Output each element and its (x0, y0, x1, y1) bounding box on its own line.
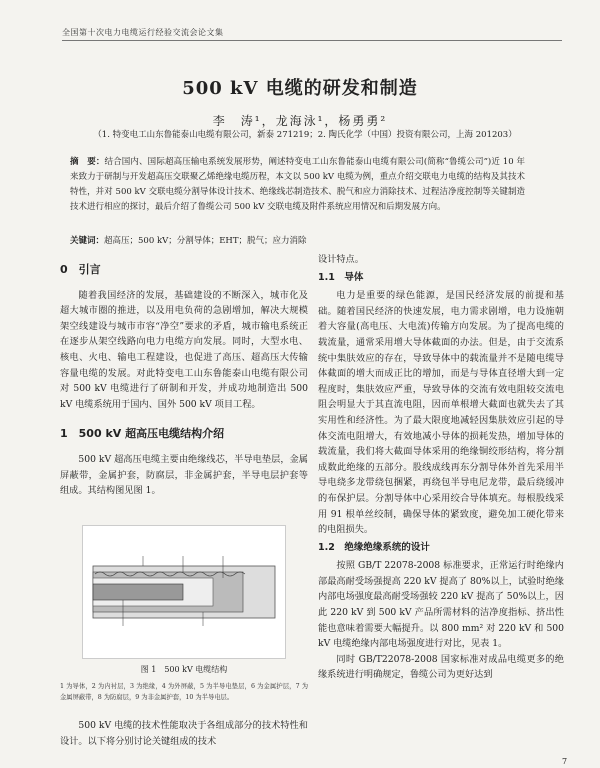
keywords-text: 超高压；500 kV；分割导体；EHT；脱气；应力消除 (104, 236, 307, 246)
keywords-block (70, 234, 525, 246)
section-1-heading: 1 500 kV 超高压电缆结构介绍 (60, 427, 225, 441)
conductor-core (93, 584, 183, 600)
section-0-paragraph: 随着我国经济的发展，基础建设的不断深入，城市化及超大城市圈的推进，以及用电负荷的急剧增加，解决大规模架空线建设与城市市容“净空”要求的矛盾，城市输电系统正在逐步从架空线路向电力电缆方向发展。同时，大型水电、核电、火电、输电工程建设，也促进了高压、超高压大传输容量电缆的发展。对此特变电工山东鲁能泰山电缆有限公司对 500 kV 电缆进行了研制和开发，并成功地制造出 500 kV 电缆系统用于国内、国外 500 kV 项目工程。 (60, 289, 308, 410)
page-number: 7 (562, 757, 568, 766)
cable-diagram (83, 526, 285, 658)
section-1-1-paragraph: 电力是重要的绿色能源，是国民经济发展的前提和基础。随着国民经济的快速发展，电力需求剧增，电力设施朝着大容量(高电压、大电流)传输方向发展。为了提高电缆的载流量，通常采用增大导体截面的办法。但是，由于交流系统中集肤效应的存在，导致导体中的载流量并不是随电缆导体截面的增大而成正比的增加，而是与导体直径增大到一定程度时，集肤效应严重，导致导体的交流有效电阻较交流电阻会明显大于其直流电阻，因而单根增大截面也就失去了其实用性和经济性。为了最大限度地减轻因集肤效应引起的导体交流电阻增大，有效地减小导体的损耗发热，增加导体的载流量，我们将大截面导体采用的绝缘铜绞形结构，将分割成数此绝缘的五部分。股线成线再东分割导体外首先采用半导电绕多龙带绕包捆紧，再绕包半导电尼龙带，最后绕缓冲的布保护层。分割导体中心采用绞合导体填充。每根股线采用 91 根单丝绞制，确保导体的紧致度，避免加工硬化带来的电阻损失。 (318, 290, 564, 536)
author-line: 李 涛¹，龙海泳¹，杨勇勇² (212, 114, 388, 128)
section-1-paragraph: 500 kV 超高压电缆主要由绝缘线芯，半导电垫层，金属屏蔽带，金属护套，防腐层，非金属护套，半导电层护套等组成。其结构图见图 1。 (60, 453, 308, 497)
affiliation-line: （1. 特变电工山东鲁能泰山电缆有限公司，新泰 271219；2. 陶氏化学（中国）投资有限公司，上海 201203） (93, 130, 517, 140)
right-column (318, 252, 564, 683)
article-title: 500 kV 电缆的研发和制造 (182, 78, 418, 99)
cable-structure-figure (82, 525, 286, 659)
header-divider (62, 40, 562, 41)
running-header: 全国第十次电力电缆运行经验交流会论文集 (62, 28, 224, 37)
section-1-2-paragraph-2: 同时 GB/T22078-2008 国家标准对成品电缆更多的绝缘系统进行明确规定，鲁缆公司为更好达到 (318, 653, 564, 681)
abstract-text: 结合国内、国际超高压输电系统发展形势，阐述特变电工山东鲁能泰山电缆有限公司(简称“鲁缆公司”)近 10 年来致力于研制与开发超高压交联聚乙烯绝缘电缆历程，本文以 500 kV 电缆为例，重点介绍交联电力电缆的结构及其技术特性，并对 500 kV 交联电缆分割导体设计技术、绝缘线芯制造技术、脱气和应力消除技术、过程洁净度控制等关键制造技术进行相应的探讨，最后介绍了鲁缆公司 500 kV 交联电缆及附件系统应用情况和后期发展方向。 (70, 157, 525, 212)
continuation-text: 设计特点。 (318, 254, 364, 265)
left-column-bottom (60, 718, 308, 749)
abstract-block (70, 155, 525, 215)
section-1-1-heading: 1.1 导体 (318, 271, 364, 283)
abstract-label: 摘 要： (70, 157, 105, 167)
closing-paragraph: 500 kV 电缆的技术性能取决于各组成部分的技术特性和设计。以下将分别讨论关键组成的技术 (60, 720, 308, 747)
keywords-label: 关键词： (70, 236, 105, 246)
figure-caption: 图 1 500 kV 电缆结构 (140, 665, 228, 674)
section-1-2-heading: 1.2 绝缘绝缘系统的设计 (318, 541, 430, 553)
left-column-top (60, 262, 308, 499)
section-0-heading: 0 引言 (60, 263, 101, 276)
section-1-2-paragraph: 按照 GB/T 22078-2008 标准要求，正常运行时绝缘内部最高耐受场强提高 220 kV 提高了 80%以上，试验时绝缘内部电场强度最高耐受场强较 220 kV 提高了 50%以上，因此 220 kV 到 500 kV 产品所需材料的洁净度指标、挤出性能也意味着需要大幅提升。以 800 mm² 对 220 kV 和 500 kV 电缆绝缘内部电场强度进行对比，见表 1。 (318, 560, 564, 650)
figure-legend: 1 为导体，2 为内衬层，3 为绝缘，4 为外屏蔽，5 为半导电垫层，6 为金属护层，7 为金属屏蔽带，8 为防腐层，9 为非金属护套，10 为半导电层。 (60, 683, 308, 701)
